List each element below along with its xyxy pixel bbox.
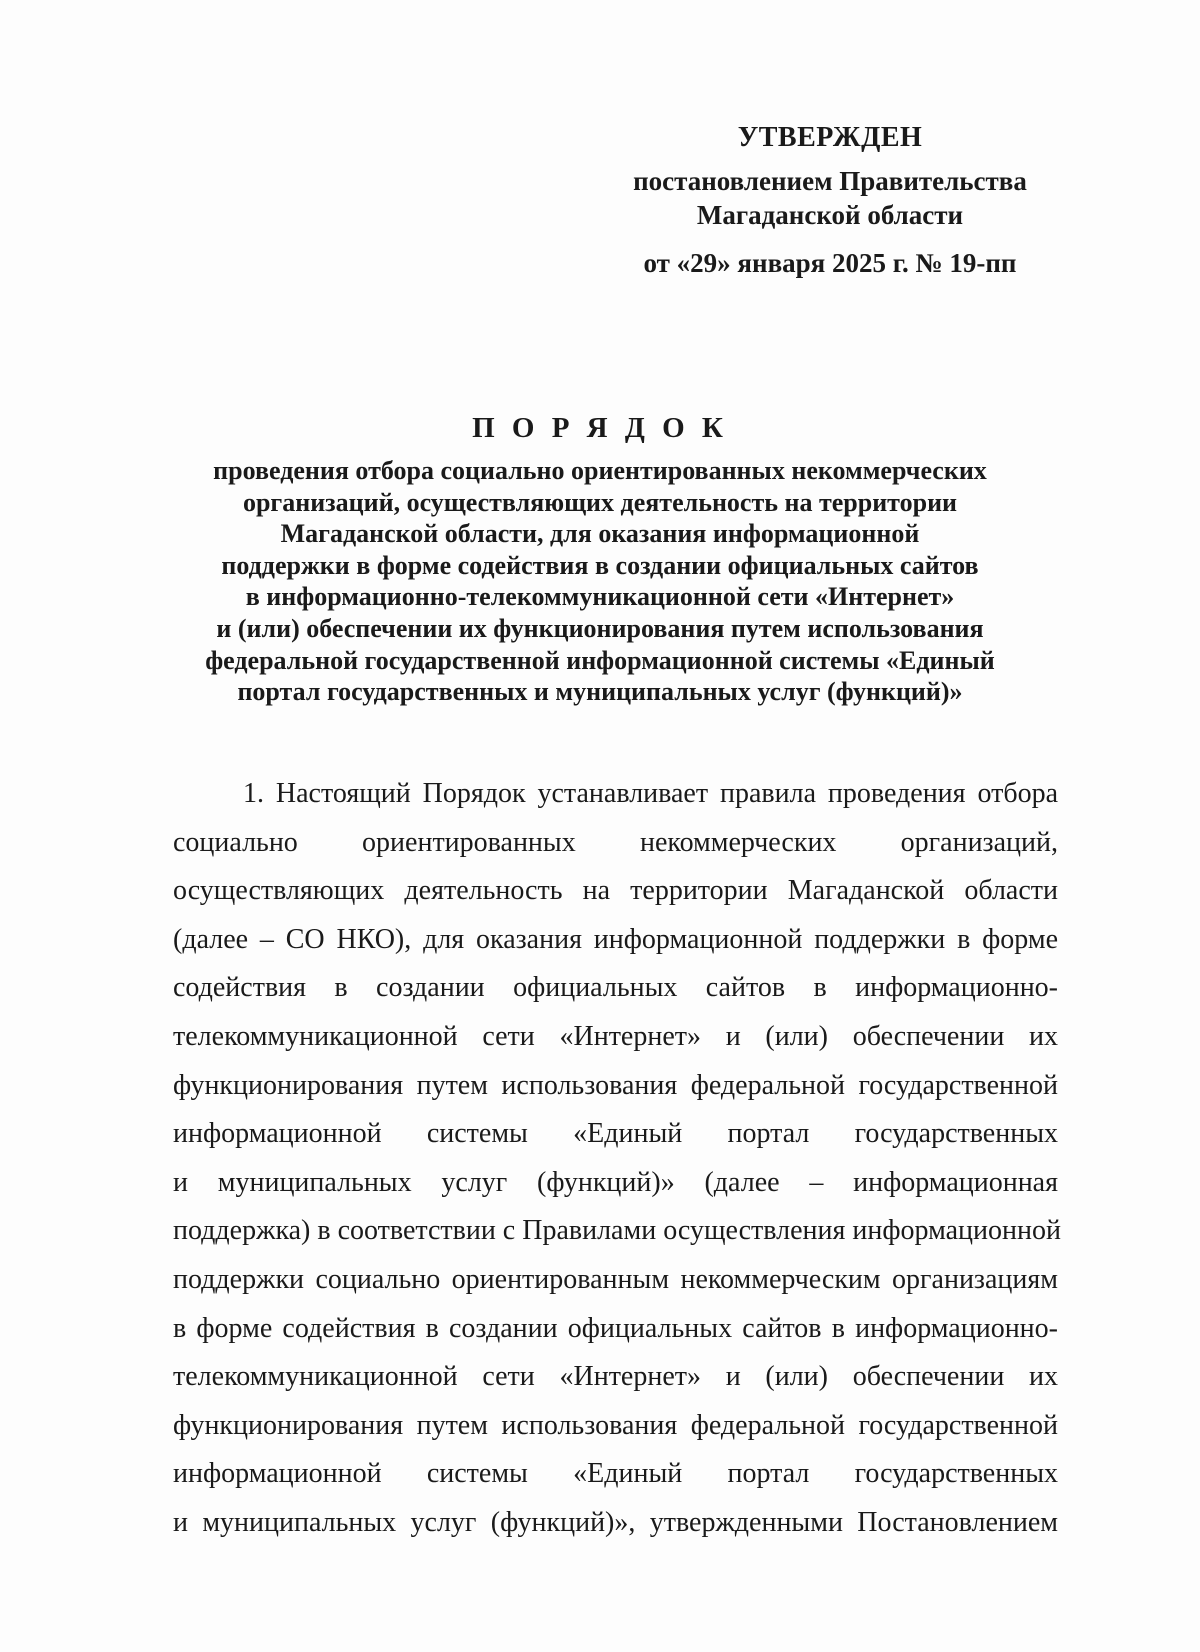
body-line: поддержка) в соответствии с Правилами осуществления информационной (173, 1215, 1061, 1247)
subtitle-line: и (или) обеспечении их функционирования путем использования (216, 613, 984, 643)
body-line: осуществляющих деятельность на территории Магаданской области (173, 875, 1058, 907)
subtitle-line: в информационно-телекоммуникационной сети «Интернет» (245, 582, 955, 612)
body-line: информационной системы «Единый портал государственных (173, 1118, 1058, 1150)
subtitle-line: портал государственных и муниципальных услуг (функций)» (237, 677, 963, 707)
subtitle-line: проведения отбора социально ориентированных некоммерческих (213, 456, 987, 485)
document-title: П О Р Я Д О К (472, 412, 728, 444)
body-line: социально ориентированных некоммерческих организаций, (173, 826, 1058, 858)
approval-line: Магаданской области (696, 200, 964, 230)
approval-line: постановлением Правительства (633, 166, 1027, 196)
body-line: содействия в создании официальных сайтов в информационно- (173, 972, 1058, 1004)
subtitle-line: Магаданской области, для оказания информационной (280, 519, 920, 549)
body-line: телекоммуникационной сети «Интернет» и (или) обеспечении их (173, 1361, 1058, 1393)
document-subtitle (120, 455, 1080, 708)
body-line: (далее – СО НКО), для оказания информационной поддержки в форме (173, 923, 1058, 955)
subtitle-line: федеральной государственной информационной системы «Единый (205, 645, 995, 675)
approval-block (600, 120, 1060, 280)
body-line: информационной системы «Единый портал государственных (173, 1458, 1058, 1490)
body-paragraph (173, 770, 1061, 1548)
body-line: в форме содействия в создании официальных сайтов в информационно- (173, 1312, 1058, 1344)
approval-heading: УТВЕРЖДЕН (737, 122, 923, 153)
body-line: и муниципальных услуг (функций)», утвержденными Постановлением (173, 1506, 1058, 1538)
body-line: телекоммуникационной сети «Интернет» и (или) обеспечении их (173, 1020, 1058, 1052)
body-line: функционирования путем использования федеральной государственной (173, 1069, 1058, 1101)
body-line: поддержки социально ориентированным некоммерческим организациям (173, 1263, 1058, 1295)
body-line: функционирования путем использования федеральной государственной (173, 1409, 1058, 1441)
body-line: и муниципальных услуг (функций)» (далее – информационная (173, 1166, 1058, 1198)
body-line: 1. Настоящий Порядок устанавливает правила проведения отбора (243, 778, 1058, 809)
subtitle-line: поддержки в форме содействия в создании официальных сайтов (221, 550, 979, 580)
approval-date-line: от «29» января 2025 г. № 19-пп (643, 248, 1017, 278)
subtitle-line: организаций, осуществляющих деятельность на территории (242, 487, 958, 517)
